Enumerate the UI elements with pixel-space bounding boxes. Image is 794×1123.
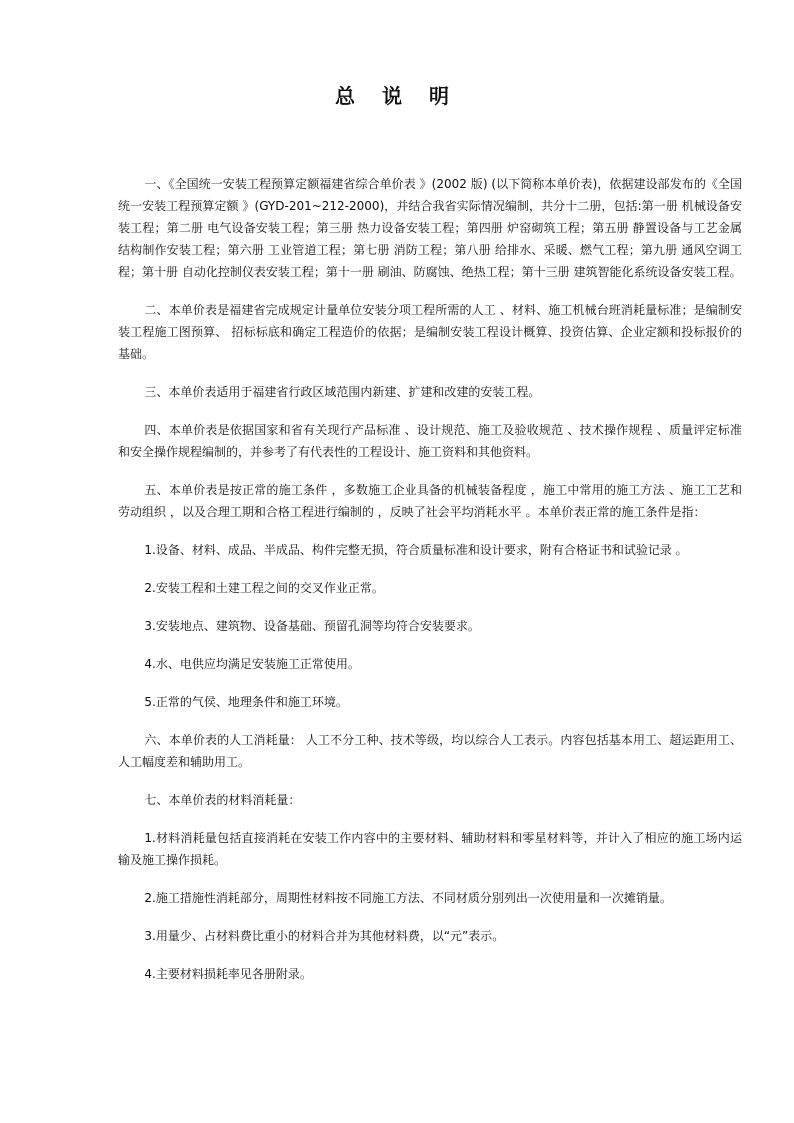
paragraph-7-materials: 七、本单价表的材料消耗量： (144, 793, 301, 807)
condition-item-4: 4.水、电供应均满足安装施工正常使用。 (144, 657, 360, 671)
paragraph-5-conditions: 五、本单价表是按正常的施工条件 ，多数施工企业具备的机械装备程度 ，施工中常用的施工方法 、施工工艺和劳动组织 ，以及合理工期和合格工程进行编制的 ，反映了社会平均消耗水平 。本单价表正常的施工条件是指： (118, 483, 742, 519)
material-item-1: 1.材料消耗量包括直接消耗在安装工作内容中的主要材料、辅助材料和零星材料等，并计入了相应的施工场内运输及施工操作损耗。 (118, 831, 742, 867)
material-item-3: 3.用量少、占材料费比重小的材料合并为其他材料费，以“元”表示。 (144, 929, 505, 943)
document-title: 总 说 明 (335, 84, 459, 108)
document-body (118, 173, 742, 985)
paragraph-2-purpose: 二、本单价表是福建省完成规定计量单位安装分项工程所需的人工 、材料、施工机械台班消耗量标准；是编制安装工程施工图预算、 招标标底和确定工程造价的依据；是编制安装工程设计概算、投资估算、企业定额和投标报价的基础。 (118, 303, 742, 361)
condition-item-3: 3.安装地点、建筑物、设备基础、预留孔洞等均符合安装要求。 (144, 619, 480, 633)
paragraph-3-applicability: 三、本单价表适用于福建省行政区域范围内新建、扩建和改建的安装工程。 (144, 385, 541, 399)
condition-item-2: 2.安装工程和土建工程之间的交叉作业正常。 (144, 581, 384, 595)
paragraph-4-basis: 四、本单价表是依据国家和省有关现行产品标准 、设计规范、施工及验收规范 、技术操作规程 、质量评定标准和安全操作规程编制的，并参考了有代表性的工程设计、施工资料和其他资料。 (118, 423, 742, 459)
paragraph-1-scope: 一、《全国统一安装工程预算定额福建省综合单价表 》(2002 版) (以下简称本单价表)，依据建设部发布的《全国统一安装工程预算定额 》(GYD-201~212-2000)，并结合我省实际情况编制，共分十二册，包括:第一册 机械设备安装工程；第二册 电气设备安装工程；第三册 热力设备安装工程；第四册 炉窑砌筑工程；第五册 静置设备与工艺金属结构制作安装工程；第六册 工业管道工程；第七册 消防工程；第八册 给排水、采暖、燃气工程；第九册 通风空调工程；第十册 自动化控制仪表安装工程；第十一册 刷油、防腐蚀、绝热工程；第十三册 建筑智能化系统设备安装工程。 (118, 177, 742, 279)
paragraph-6-labor: 六、本单价表的人工消耗量： 人工不分工种、技术等级，均以综合人工表示。内容包括基本用工、超运距用工、人工幅度差和辅助用工。 (118, 733, 742, 769)
condition-item-1: 1.设备、材料、成品、半成品、构件完整无损，符合质量标准和设计要求，附有合格证书和试验记录 。 (144, 543, 688, 557)
material-item-4: 4.主要材料损耗率见各册附录。 (144, 967, 312, 981)
condition-item-5: 5.正常的气侯、地理条件和施工环境。 (144, 695, 348, 709)
material-item-2: 2.施工措施性消耗部分，周期性材料按不同施工方法、不同材质分别列出一次使用量和一次摊销量。 (144, 891, 672, 905)
